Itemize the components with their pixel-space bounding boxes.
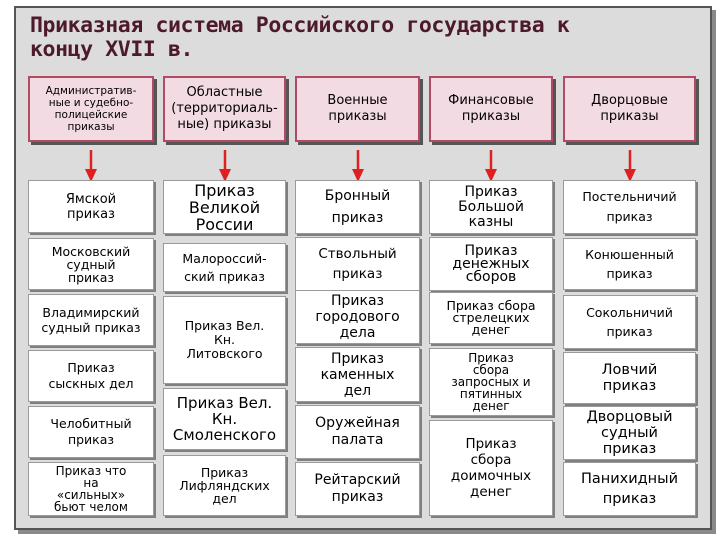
down-arrow-icon: [352, 150, 364, 182]
category-header: Областные (территориаль- ные) приказы: [163, 76, 286, 142]
order-box: Приказ сбора доимочных денег: [429, 420, 553, 516]
order-box: Дворцовый судный приказ: [563, 406, 696, 460]
order-box: Бронный приказ: [295, 180, 420, 234]
order-box: Рейтарский приказ: [295, 462, 420, 516]
order-box: Владимирский судный приказ: [28, 294, 154, 346]
order-box: Московский судный приказ: [28, 238, 154, 290]
order-box: Приказ сбора стрелецких денег: [429, 292, 553, 344]
category-header: Финансовые приказы: [429, 76, 553, 142]
order-box: Приказ каменных дел: [295, 347, 420, 402]
down-arrow-icon: [624, 150, 636, 182]
down-arrow-icon: [219, 150, 231, 182]
order-box: Постельничий приказ: [563, 180, 696, 234]
order-box: Панихидный приказ: [563, 462, 696, 516]
order-box: Ловчий приказ: [563, 352, 696, 404]
order-box: Приказ сбора запросных и пятинных денег: [429, 348, 553, 416]
category-header: Военные приказы: [295, 76, 420, 142]
slide-title: Приказная система Российского государства к концу XVII в.: [30, 13, 570, 62]
order-box: Приказ Вел. Кн. Литовского: [163, 296, 286, 384]
order-box: Приказ Лифляндских дел: [163, 455, 286, 516]
order-box: Приказ что на «сильных» бьют челом: [28, 462, 154, 516]
order-box: Оружейная палата: [295, 405, 420, 459]
order-box: Приказ городового дела: [295, 290, 420, 344]
order-box: Сокольничий приказ: [563, 295, 696, 349]
order-box: Челобитный приказ: [28, 406, 154, 458]
category-header: Административ- ные и судебно- полицейские приказы: [28, 76, 154, 142]
order-box: Ствольный приказ: [295, 237, 420, 291]
category-header: Дворцовые приказы: [563, 76, 696, 142]
order-box: Малороссий- ский приказ: [163, 243, 286, 292]
order-box: Приказ Большой казны: [429, 180, 553, 234]
order-box: Приказ Великой России: [163, 180, 286, 234]
down-arrow-icon: [485, 150, 497, 182]
down-arrow-icon: [85, 150, 97, 182]
order-box: Ямской приказ: [28, 180, 154, 233]
order-box: Приказ денежных сборов: [429, 237, 553, 291]
order-box: Приказ сыскных дел: [28, 350, 154, 402]
order-box: Конюшенный приказ: [563, 238, 696, 290]
order-box: Приказ Вел. Кн. Смоленского: [163, 388, 286, 450]
